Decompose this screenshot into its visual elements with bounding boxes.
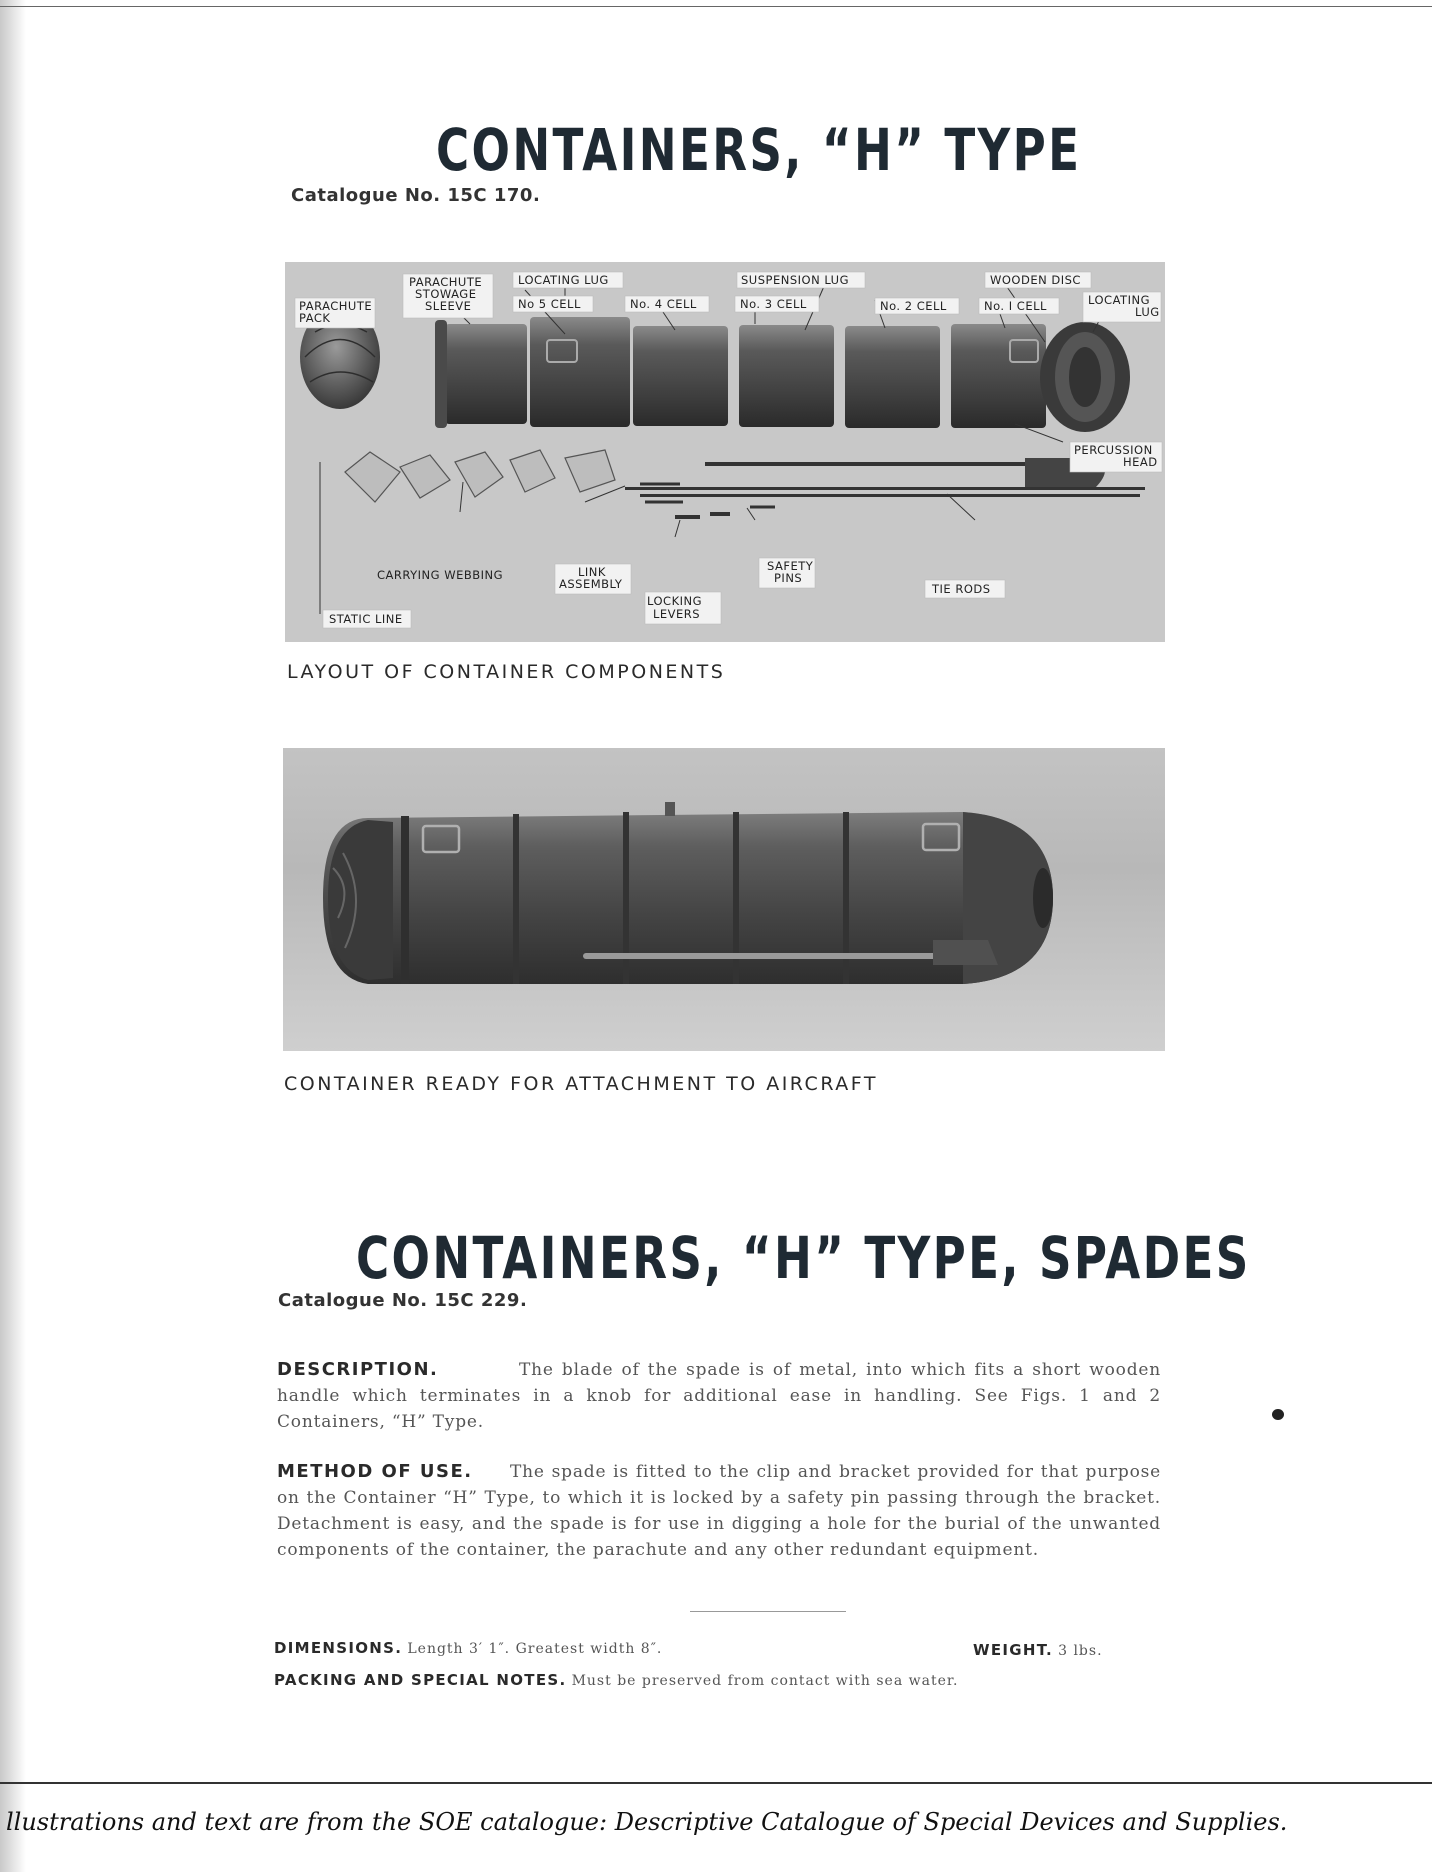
top-rule [0, 6, 1432, 7]
label-parachute-pack-1: PARACHUTE [299, 299, 373, 313]
caption-layout-components: LAYOUT OF CONTAINER COMPONENTS [287, 661, 726, 683]
label-link-assembly-2: ASSEMBLY [559, 577, 623, 591]
ink-dot [1272, 1409, 1284, 1420]
label-no3-cell: No. 3 CELL [740, 297, 807, 311]
label-stowage-sleeve-1: PARACHUTE [409, 275, 483, 289]
components-photo [285, 262, 1165, 642]
packing-row [274, 1670, 958, 1689]
label-safety-pins-2: PINS [774, 571, 803, 585]
label-carrying-webbing: CARRYING WEBBING [377, 568, 504, 582]
label-percussion-head-2: HEAD [1123, 455, 1158, 469]
weight-value: 3 lbs. [1058, 1643, 1103, 1659]
label-link-assembly-1: LINK [578, 565, 606, 579]
method-of-use-section [277, 1459, 1161, 1563]
weight-label: WEIGHT. [973, 1641, 1053, 1659]
label-no4-cell: No. 4 CELL [630, 297, 697, 311]
label-locating-lug-right-1: LOCATING [1088, 293, 1150, 307]
label-static-line: STATIC LINE [329, 612, 403, 626]
catalogue-number-1: Catalogue No. 15C 170. [291, 185, 541, 206]
weight-row [973, 1640, 1103, 1659]
label-no5-cell: No 5 CELL [518, 297, 581, 311]
packing-label: PACKING AND SPECIAL NOTES. [274, 1671, 567, 1689]
figure-container-components [285, 262, 1165, 642]
dimensions-row [274, 1638, 662, 1657]
description-label: DESCRIPTION. [277, 1359, 439, 1380]
heading-containers-h-type: CONTAINERS, “H” TYPE [436, 116, 1082, 184]
label-locating-lug-top: LOCATING LUG [518, 273, 609, 287]
assembled-container-photo [283, 748, 1165, 1051]
label-locking-levers-2: LEVERS [653, 607, 701, 621]
label-suspension-lug: SUSPENSION LUG [741, 273, 849, 287]
packing-value: Must be preserved from contact with sea water. [571, 1673, 959, 1689]
description-text: The blade of the spade is of metal, into which fits a short wooden handle which terminates in a knob for additional ease in handling. See Figs. 1 and 2 Containers, “H” Type. [277, 1360, 1161, 1432]
method-text: The spade is fitted to the clip and bracket provided for that purpose on the Container “H” Type, to which it is locked by a safety pin passing through the bracket. Detachment is easy, and the spade is for use in digging a hole for the burial of the unwanted components of the container, the parachute and any other redundant equipment. [277, 1462, 1161, 1560]
description-section [277, 1357, 1161, 1435]
label-stowage-sleeve-2: STOWAGE [415, 287, 477, 301]
heading-containers-h-type-spades: CONTAINERS, “H” TYPE, SPADES [356, 1224, 1251, 1292]
label-locking-levers-1: LOCKING [647, 594, 703, 608]
bottom-rule [0, 1782, 1432, 1784]
section-divider [690, 1611, 846, 1612]
label-parachute-pack-2: PACK [299, 311, 331, 325]
method-label: METHOD OF USE. [277, 1461, 473, 1482]
dimensions-value: Length 3′ 1″. Greatest width 8″. [407, 1641, 663, 1657]
label-safety-pins-1: SAFETY [767, 559, 814, 573]
label-locating-lug-right-2: LUG [1135, 305, 1160, 319]
dimensions-label: DIMENSIONS. [274, 1639, 403, 1657]
label-wooden-disc: WOODEN DISC [990, 273, 1081, 287]
page-edge-shadow [0, 0, 26, 1872]
caption-container-ready: CONTAINER READY FOR ATTACHMENT TO AIRCRAFT [284, 1073, 878, 1095]
label-percussion-head-1: PERCUSSION [1074, 443, 1153, 457]
label-stowage-sleeve-3: SLEEVE [425, 299, 472, 313]
label-tie-rods: TIE RODS [932, 582, 991, 596]
figure-container-ready [283, 748, 1165, 1051]
footer-credit: llustrations and text are from the SOE catalogue: Descriptive Catalogue of Special Devices and Supplies. [6, 1808, 1288, 1836]
label-no1-cell: No. I CELL [984, 299, 1047, 313]
catalogue-number-2: Catalogue No. 15C 229. [278, 1290, 528, 1311]
label-no2-cell: No. 2 CELL [880, 299, 947, 313]
